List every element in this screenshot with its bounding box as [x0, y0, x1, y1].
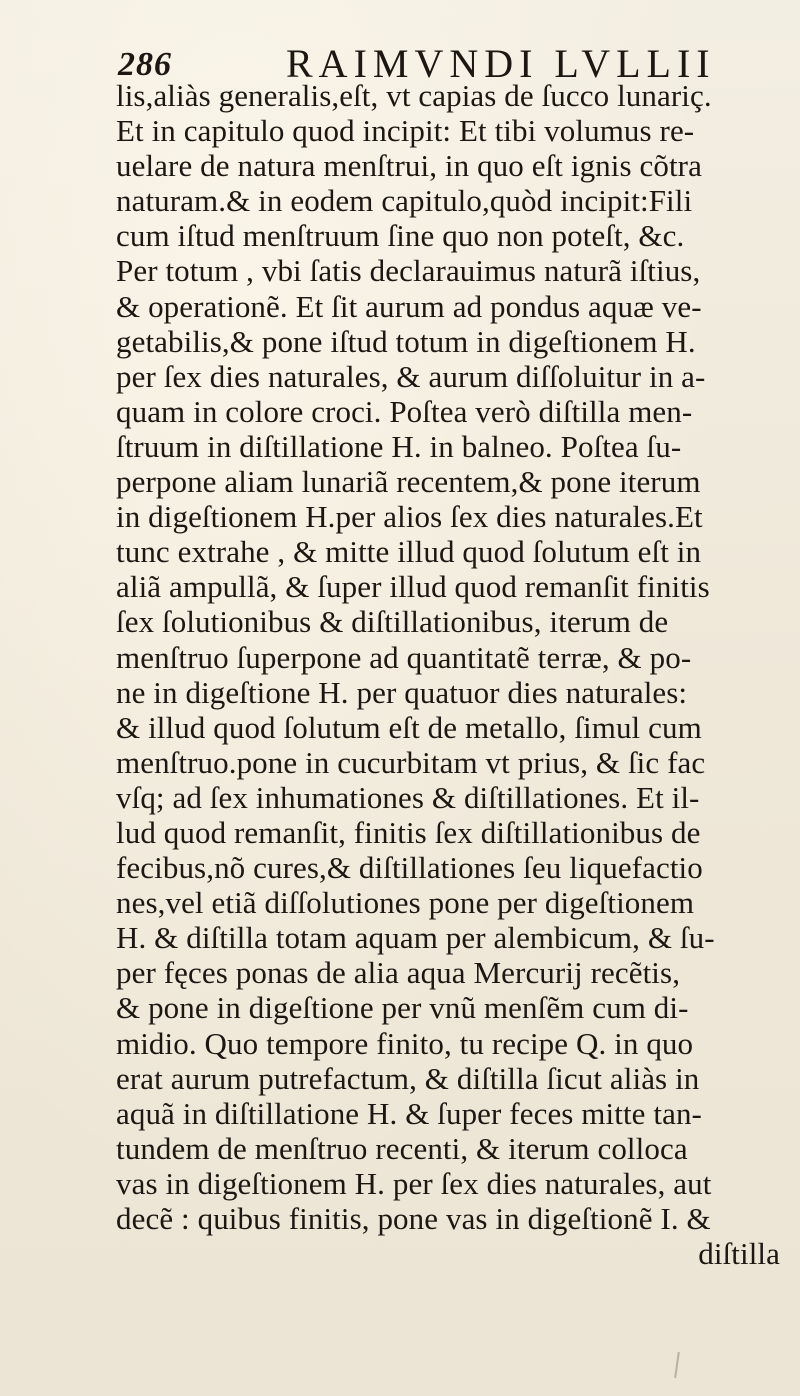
text-line: per ſex dies naturales, & aurum diſſoluitur in a-	[116, 358, 706, 394]
text-line: per fęces ponas de alia aqua Mercurij recẽtis,	[116, 955, 681, 991]
text-line: quam in colore croci. Poſtea verò diſtilla men-	[116, 393, 693, 429]
text-line: lis,aliàs generalis,eſt, vt capias de ſucco lunariç.	[116, 78, 712, 113]
text-line: aquã in diſtillatione H. & ſuper feces mitte tan-	[116, 1095, 702, 1131]
text-line: tundem de menſtruo recenti, & iterum colloca	[116, 1130, 688, 1166]
text-line: ſex ſolutionibus & diſtillationibus, iterum de	[116, 604, 669, 640]
text-line: midio. Quo tempore finito, tu recipe Q. in quo	[116, 1025, 694, 1061]
text-line: aliã ampullã, & ſuper illud quod remanſit finitis	[116, 569, 710, 605]
text-line: lud quod remanſit, finitis ſex diſtillationibus de	[116, 814, 701, 850]
text-line: & pone in digeſtione per vnũ menſẽm cum di-	[116, 990, 689, 1026]
text-line: H. & diſtilla totam aquam per alembicum, & ſu-	[116, 920, 715, 956]
text-line: nes,vel etiã diſſolutiones pone per digeſtionem	[116, 885, 695, 921]
text-line: menſtruo.pone in cucurbitam vt prius, & ſic fac	[116, 744, 706, 780]
text-line: decẽ : quibus finitis, pone vas in digeſtionẽ I. &	[116, 1201, 711, 1236]
paper-mark	[674, 1352, 680, 1378]
catchword: diſtilla	[698, 1236, 780, 1272]
text-line: Et in capitulo quod incipit: Et tibi volumus re-	[116, 113, 695, 149]
text-line: ſtruum in diſtillatione H. in balneo. Poſtea ſu-	[116, 428, 682, 464]
text-line: menſtruo ſuperpone ad quantitatẽ terræ, & po-	[116, 639, 692, 675]
text-line: Per totum , vbi ſatis declarauimus naturã iſtius,	[116, 253, 701, 289]
text-line: getabilis,& pone iſtud totum in digeſtionem H.	[116, 323, 696, 359]
text-line: vas in digeſtionem H. per ſex dies naturales, aut	[116, 1165, 712, 1201]
text-line: ne in digeſtione H. per quatuor dies naturales:	[116, 674, 688, 710]
running-head: RAIMVNDI LVLLII	[286, 41, 716, 86]
text-line: erat aurum putrefactum, & diſtilla ſicut aliàs in	[116, 1060, 700, 1096]
text-line: & operationẽ. Et ſit aurum ad pondus aquæ ve-	[116, 288, 702, 324]
text-line: uelare de natura menſtrui, in quo eſt ignis cõtra	[116, 148, 702, 184]
text-line: tunc extrahe , & mitte illud quod ſolutum eſt in	[116, 534, 702, 570]
page-number: 286	[118, 46, 172, 83]
text-line: & illud quod ſolutum eſt de metallo, ſimul cum	[116, 709, 702, 745]
text-line: fecibus,nõ cures,& diſtillationes ſeu liquefactio	[116, 850, 703, 886]
text-line: in digeſtionem H.per alios ſex dies naturales.Et	[116, 499, 703, 535]
text-line: perpone aliam lunariã recentem,& pone iterum	[116, 464, 701, 500]
text-line: vſq; ad ſex inhumationes & diſtillationes. Et il-	[116, 779, 700, 815]
body-text	[116, 78, 792, 1271]
text-line: naturam.& in eodem capitulo,quòd incipit:Fili	[116, 183, 693, 219]
text-line: cum iſtud menſtruum ſine quo non poteſt, &c.	[116, 218, 685, 254]
